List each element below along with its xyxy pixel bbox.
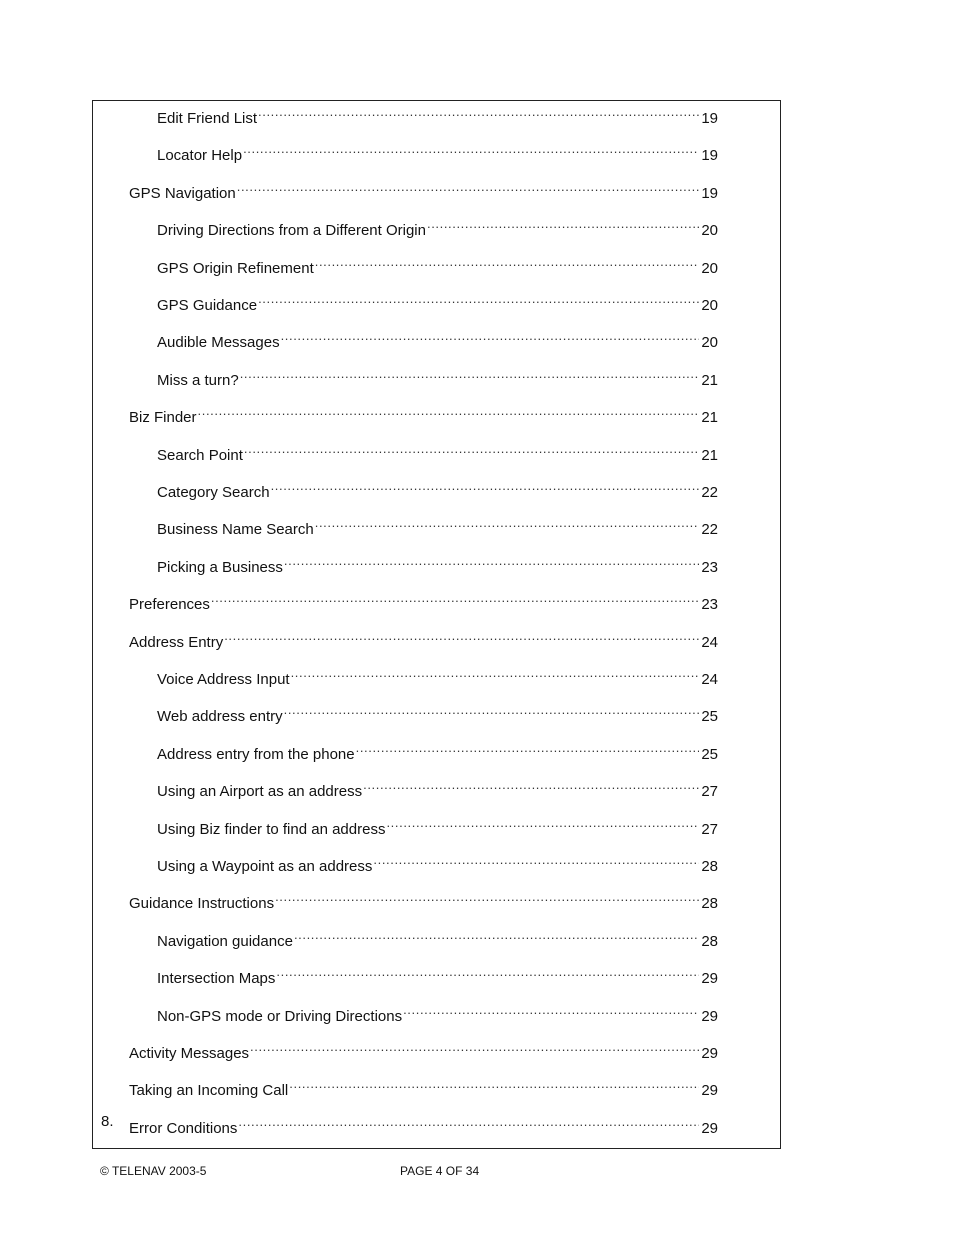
toc-entry-line: [157, 924, 718, 953]
toc-entry-page-number: 21: [701, 409, 718, 427]
toc-entry-title: Audible Messages: [157, 334, 280, 352]
toc-entry-page-number: 23: [701, 558, 718, 576]
toc-entry-title: Search Point: [157, 446, 243, 464]
toc-dot-leader: [271, 475, 700, 497]
toc-entry-line: [129, 1036, 718, 1065]
toc-entry-page-number: 28: [701, 932, 718, 950]
toc-dot-leader: [284, 699, 700, 721]
toc-entry-line: [157, 699, 718, 728]
toc-dot-leader: [237, 176, 700, 198]
toc-entry-page-number: 20: [701, 334, 718, 352]
toc-entry-line: [157, 363, 718, 392]
toc-dot-leader: [275, 886, 699, 908]
toc-dot-leader: [224, 625, 699, 647]
footer-copyright: © TELENAV 2003-5: [100, 1164, 207, 1178]
toc-entry-title: Edit Friend List: [157, 110, 258, 127]
toc-entry-page-number: 20: [701, 259, 718, 277]
toc-entry-line: [157, 475, 718, 504]
toc-entry-line: [157, 999, 718, 1028]
toc-entry-page-number: 20: [701, 222, 718, 240]
toc-entry-page-number: 29: [701, 1045, 718, 1062]
toc-entry-title: Using a Waypoint as an address: [157, 858, 373, 875]
toc-entry-line: [157, 961, 718, 990]
toc-dot-leader: [258, 101, 699, 123]
toc-entry-line: [129, 400, 718, 429]
toc-dot-leader: [363, 774, 699, 796]
toc-entry-title: Preferences: [129, 596, 210, 614]
toc-entry[interactable]: [93, 1073, 780, 1100]
toc-entry-line: [157, 138, 718, 167]
toc-entry-page-number: 29: [701, 1007, 718, 1025]
toc-entry[interactable]: [93, 213, 780, 240]
toc-dot-leader: [281, 325, 700, 347]
toc-entry[interactable]: [93, 812, 780, 838]
toc-entry-title: GPS Navigation: [129, 184, 236, 202]
toc-entry-number: 8.: [101, 1112, 114, 1130]
toc-entry-line: [129, 886, 718, 915]
toc-entry[interactable]: [93, 1036, 780, 1062]
toc-dot-leader: [276, 961, 699, 983]
toc-entry[interactable]: [93, 625, 780, 651]
toc-entry-line: [129, 176, 718, 205]
toc-dot-leader: [291, 662, 700, 684]
toc-entry-title: Address entry from the phone: [157, 745, 355, 763]
toc-entry[interactable]: [93, 774, 780, 801]
toc-entry-page-number: 27: [701, 820, 718, 838]
footer-page-number: PAGE 4 OF 34: [400, 1164, 480, 1178]
toc-entry[interactable]: [93, 999, 780, 1025]
toc-entry-title: Web address entry: [157, 708, 283, 726]
toc-entry[interactable]: [93, 363, 780, 389]
toc-entry[interactable]: [93, 961, 780, 988]
toc-dot-leader: [427, 213, 699, 235]
toc-entry-title: Activity Messages: [129, 1045, 250, 1062]
toc-entry-page-number: 25: [701, 708, 718, 726]
toc-entry-page-number: 27: [701, 783, 718, 801]
toc-entry-page-number: 19: [701, 147, 718, 165]
toc-entry[interactable]: [93, 512, 780, 539]
toc-entry-line: [157, 213, 718, 242]
toc-entry-title: Biz Finder: [129, 409, 197, 427]
toc-entry[interactable]: [93, 475, 780, 501]
toc-entry-title: Guidance Instructions: [129, 895, 275, 913]
toc-entry-page-number: 23: [701, 596, 718, 614]
toc-dot-leader: [198, 400, 700, 422]
toc-entry[interactable]: [93, 550, 780, 576]
toc-dot-leader: [258, 288, 699, 310]
toc-entry-page-number: 19: [701, 110, 718, 127]
toc-entry[interactable]: [93, 251, 780, 277]
toc-entry-title: GPS Guidance: [157, 297, 258, 314]
toc-entry-title: Error Conditions: [129, 1119, 238, 1137]
toc-entry-line: [157, 662, 718, 691]
toc-dot-leader: [403, 999, 699, 1021]
toc-dot-leader: [284, 550, 699, 572]
toc-entry-title: Voice Address Input: [157, 671, 290, 688]
toc-entry[interactable]: [93, 849, 780, 875]
toc-entry-line: [157, 512, 718, 541]
toc-dot-leader: [238, 1111, 699, 1133]
toc-dot-leader: [250, 1036, 699, 1058]
toc-entry-page-number: 24: [701, 633, 718, 651]
table-of-contents-frame: [92, 100, 781, 1149]
toc-entry-title: GPS Origin Refinement: [157, 259, 314, 277]
toc-entry[interactable]: [93, 886, 780, 913]
toc-entry-page-number: 21: [701, 446, 718, 464]
toc-entry-line: [157, 251, 718, 280]
toc-dot-leader: [386, 812, 699, 834]
toc-entry-page-number: 20: [701, 297, 718, 314]
toc-entry[interactable]: [93, 662, 780, 688]
toc-entry-line: [157, 774, 718, 803]
toc-dot-leader: [240, 363, 700, 385]
toc-entry[interactable]: [93, 325, 780, 352]
toc-entry-line: [157, 812, 718, 841]
toc-entry-title: Driving Directions from a Different Origin: [157, 222, 426, 240]
toc-entry-title: Intersection Maps: [157, 970, 276, 988]
toc-entry-title: Navigation guidance: [157, 932, 293, 950]
toc-entry[interactable]: [93, 737, 780, 763]
toc-entry[interactable]: [93, 176, 780, 202]
toc-entry[interactable]: [93, 101, 780, 127]
toc-entry[interactable]: [93, 587, 780, 614]
toc-entry-title: Using an Airport as an address: [157, 783, 363, 801]
toc-entry-line: [129, 1111, 718, 1140]
toc-entry-line: [157, 101, 718, 130]
toc-entry-title: Business Name Search: [157, 521, 314, 539]
toc-entry-page-number: 29: [701, 970, 718, 988]
toc-entry-line: [157, 325, 718, 354]
toc-entry-title: Category Search: [157, 484, 270, 501]
toc-entry-title: Miss a turn?: [157, 371, 239, 389]
toc-entry-line: [157, 288, 718, 317]
toc-entry-page-number: 22: [701, 521, 718, 539]
toc-entry[interactable]: [93, 400, 780, 427]
toc-entry-line: [157, 849, 718, 878]
toc-entry-page-number: 22: [701, 484, 718, 501]
toc-entry-title: Taking an Incoming Call: [129, 1082, 289, 1100]
toc-entry-page-number: 28: [701, 858, 718, 875]
toc-dot-leader: [315, 512, 700, 534]
toc-entry-page-number: 29: [701, 1082, 718, 1100]
toc-entry-line: [129, 1073, 718, 1102]
toc-entry-line: [157, 550, 718, 579]
toc-dot-leader: [211, 587, 699, 609]
toc-dot-leader: [243, 138, 699, 160]
toc-entry-page-number: 29: [701, 1119, 718, 1137]
toc-entry-page-number: 28: [701, 895, 718, 913]
toc-entry-page-number: 21: [701, 371, 718, 389]
toc-entry-line: [129, 587, 718, 616]
toc-entry-line: [129, 625, 718, 654]
toc-entry-title: Picking a Business: [157, 558, 283, 576]
toc-entry[interactable]: [93, 438, 780, 464]
toc-entry[interactable]: [93, 924, 780, 950]
toc-entry-title: Address Entry: [129, 633, 224, 651]
toc-entry[interactable]: [93, 699, 780, 726]
toc-entry-page-number: 24: [701, 671, 718, 688]
toc-dot-leader: [244, 438, 699, 460]
toc-dot-leader: [294, 924, 699, 946]
toc-entry-page-number: 25: [701, 745, 718, 763]
toc-dot-leader: [356, 737, 700, 759]
toc-entry-line: [157, 438, 718, 467]
toc-entry-title: Non-GPS mode or Driving Directions: [157, 1007, 403, 1025]
toc-dot-leader: [289, 1073, 699, 1095]
toc-entry[interactable]: [93, 288, 780, 314]
toc-entry-page-number: 19: [701, 184, 718, 202]
toc-entry-line: [157, 737, 718, 766]
toc-entry-title: Using Biz finder to find an address: [157, 820, 386, 838]
toc-entry[interactable]: [93, 1111, 780, 1137]
toc-dot-leader: [373, 849, 699, 871]
toc-entry-title: Locator Help: [157, 147, 243, 165]
toc-dot-leader: [315, 251, 700, 273]
toc-entry[interactable]: [93, 138, 780, 165]
